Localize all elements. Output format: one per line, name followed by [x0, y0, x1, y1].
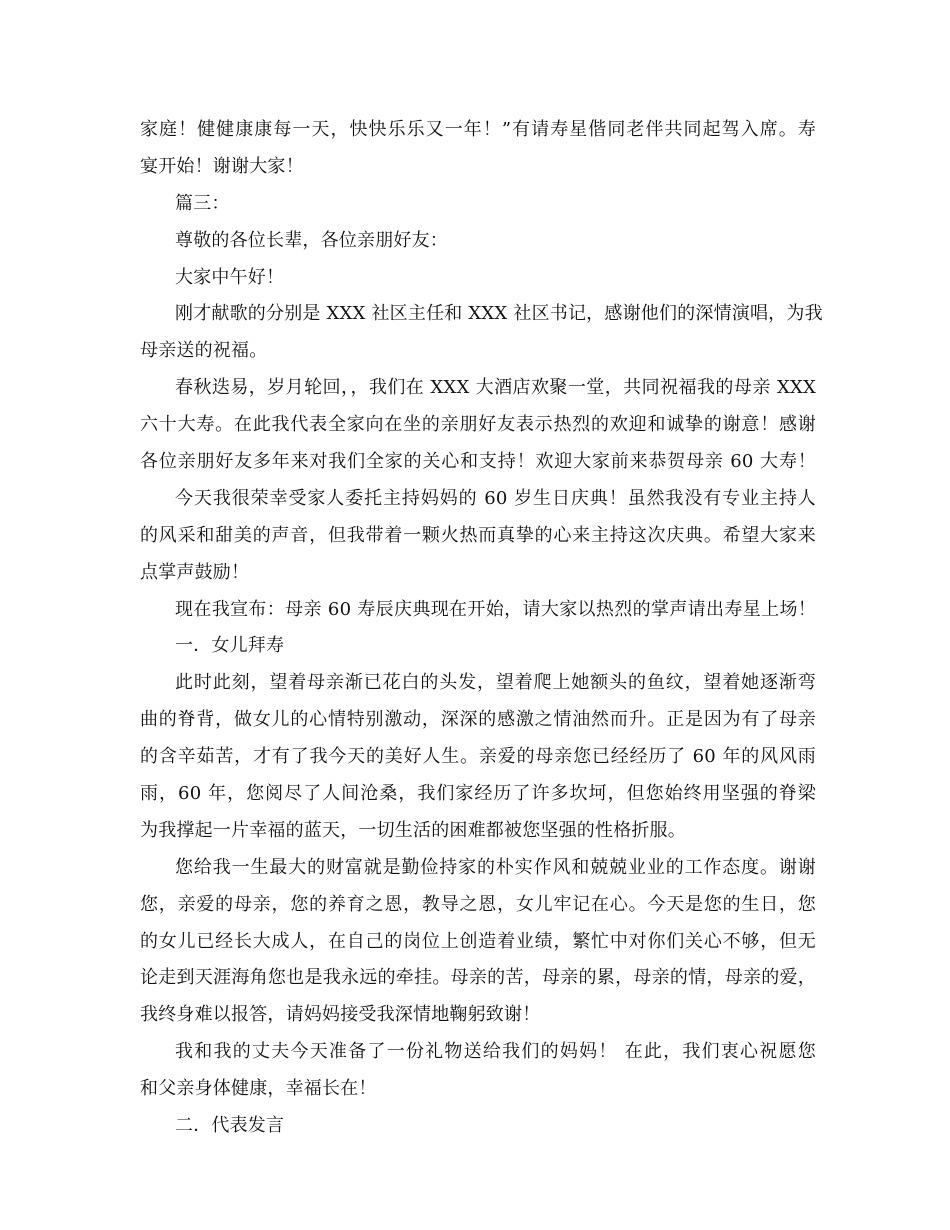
text-line: 点掌声鼓励！ — [140, 561, 250, 583]
text-line: 的风采和甜美的声音，但我带着一颗火热而真挚的心来主持这次庆典。希望大家来 — [140, 524, 816, 546]
text-line: 尊敬的各位长辈，各位亲朋好友： — [175, 229, 448, 251]
section-heading: 篇三： — [175, 192, 230, 214]
text-line: 曲的脊背，做女儿的心情特别激动，深深的感激之情油然而升。正是因为有了母亲 — [140, 709, 816, 731]
text-line: 宴开始！谢谢大家！ — [140, 155, 304, 177]
text-line: 各位亲朋好友多年来对我们全家的关心和支持！欢迎大家前来恭贺母亲 60 大寿！ — [140, 451, 816, 473]
text-line: 今天我很荣幸受家人委托主持妈妈的 60 岁生日庆典！虽然我没有专业主持人 — [175, 487, 816, 509]
document-body — [140, 112, 823, 1145]
text-line: 母亲送的祝福。 — [140, 340, 268, 362]
text-line: 您给我一生最大的财富就是勤俭持家的朴实作风和兢兢业业的工作态度。谢谢 — [175, 856, 816, 878]
text-line: 和父亲身体健康，幸福长在！ — [140, 1078, 377, 1100]
section-heading: 二．代表发言 — [175, 1115, 285, 1137]
text-line: 您，亲爱的母亲，您的养育之恩，教导之恩，女儿牢记在心。今天是您的生日，您 — [140, 893, 816, 915]
text-line: 春秋迭易，岁月轮回，，我们在 XXX 大酒店欢聚一堂，共同祝福我的母亲 XXX — [175, 377, 816, 399]
text-line: 的含辛茹苦，才有了我今天的美好人生。亲爱的母亲您已经经历了 60 年的风风雨 — [140, 746, 816, 768]
text-line: 我和我的丈夫今天准备了一份礼物送给我们的妈妈！ 在此，我们衷心祝愿您 — [175, 1041, 816, 1063]
section-heading: 一．女儿拜寿 — [175, 635, 285, 657]
text-line: 此时此刻，望着母亲渐已花白的头发，望着爬上她额头的鱼纹，望着她逐渐弯 — [175, 672, 816, 694]
text-line: 六十大寿。在此我代表全家向在坐的亲朋好友表示热烈的欢迎和诚挚的谢意！感谢 — [140, 414, 816, 436]
text-line: 论走到天涯海角您也是我永远的牵挂。母亲的苦，母亲的累，母亲的情，母亲的爱， — [140, 967, 816, 989]
text-line: 我终身难以报答，请妈妈接受我深情地鞠躬致谢！ — [140, 1004, 541, 1026]
text-line: 现在我宣布：母亲 60 寿辰庆典现在开始，请大家以热烈的掌声请出寿星上场！ — [175, 598, 816, 620]
text-line: 刚才献歌的分别是 XXX 社区主任和 XXX 社区书记，感谢他们的深情演唱，为我 — [175, 303, 823, 325]
text-line: 雨，60 年，您阅尽了人间沧桑，我们家经历了许多坎坷，但您始终用坚强的脊梁 — [140, 783, 816, 805]
text-line: 为我撑起一片幸福的蓝天，一切生活的困难都被您坚强的性格折服。 — [140, 819, 686, 841]
text-line: 大家中午好！ — [175, 266, 285, 288]
text-line: 家庭！健健康康每一天，快快乐乐又一年！”有请寿星偕同老伴共同起驾入席。寿 — [140, 119, 816, 140]
text-line: 的女儿已经长大成人，在自己的岗位上创造着业绩，繁忙中对你们关心不够，但无 — [140, 930, 816, 952]
